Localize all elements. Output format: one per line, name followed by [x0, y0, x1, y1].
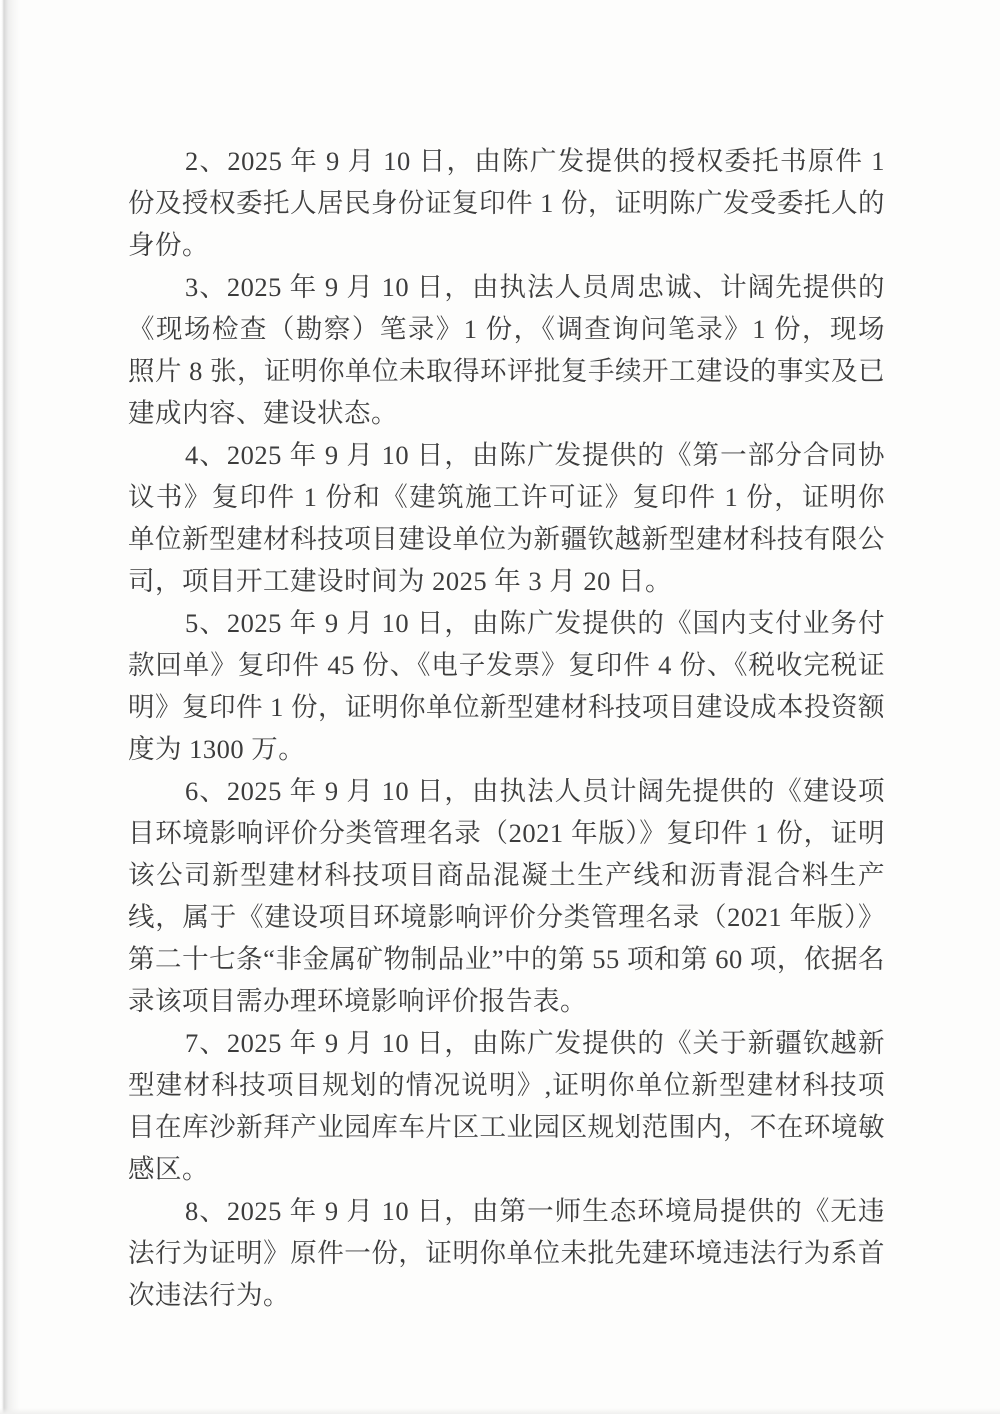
- evidence-item-6: 6、2025 年 9 月 10 日，由执法人员计阔先提供的《建设项目环境影响评价分类管理名录（2021 年版）》复印件 1 份，证明该公司新型建材科技项目商品混凝土生产线和沥青混合料生产线，属于《建设项目环境影响评价分类管理名录（2021 年版）》第二十七条“非金属矿物制品业”中的第 55 项和第 60 项，依据名录该项目需办理环境影响评价报告表。: [128, 776, 885, 1016]
- scan-edge-shadow: [0, 0, 20, 1414]
- evidence-item-8: 8、2025 年 9 月 10 日，由第一师生态环境局提供的《无违法行为证明》原件一份，证明你单位未批先建环境违法行为系首次违法行为。: [128, 1196, 885, 1310]
- evidence-item-2: 2、2025 年 9 月 10 日，由陈广发提供的授权委托书原件 1 份及授权委托人居民身份证复印件 1 份，证明陈广发受委托人的身份。: [128, 146, 885, 260]
- evidence-item-5: 5、2025 年 9 月 10 日，由陈广发提供的《国内支付业务付款回单》复印件 45 份、《电子发票》复印件 4 份、《税收完税证明》复印件 1 份，证明你单位新型建材科技项目建设成本投资额度为 1300 万。: [128, 608, 885, 764]
- evidence-item-4: 4、2025 年 9 月 10 日，由陈广发提供的《第一部分合同协议书》复印件 1 份和《建筑施工许可证》复印件 1 份，证明你单位新型建材科技项目建设单位为新疆钦越新型建材科技有限公司，项目开工建设时间为 2025 年 3 月 20 日。: [128, 440, 885, 596]
- evidence-item-3: 3、2025 年 9 月 10 日，由执法人员周忠诚、计阔先提供的《现场检查（勘察）笔录》1 份，《调查询问笔录》1 份，现场照片 8 张，证明你单位未取得环评批复手续开工建设的事实及已建成内容、建设状态。: [128, 272, 885, 428]
- document-page: [128, 140, 885, 1316]
- evidence-item-7: 7、2025 年 9 月 10 日，由陈广发提供的《关于新疆钦越新型建材科技项目规划的情况说明》,证明你单位新型建材科技项目在库沙新拜产业园库车片区工业园区规划范围内，不在环境敏感区。: [128, 1028, 885, 1184]
- scan-bottom-shadow: [0, 1408, 1000, 1414]
